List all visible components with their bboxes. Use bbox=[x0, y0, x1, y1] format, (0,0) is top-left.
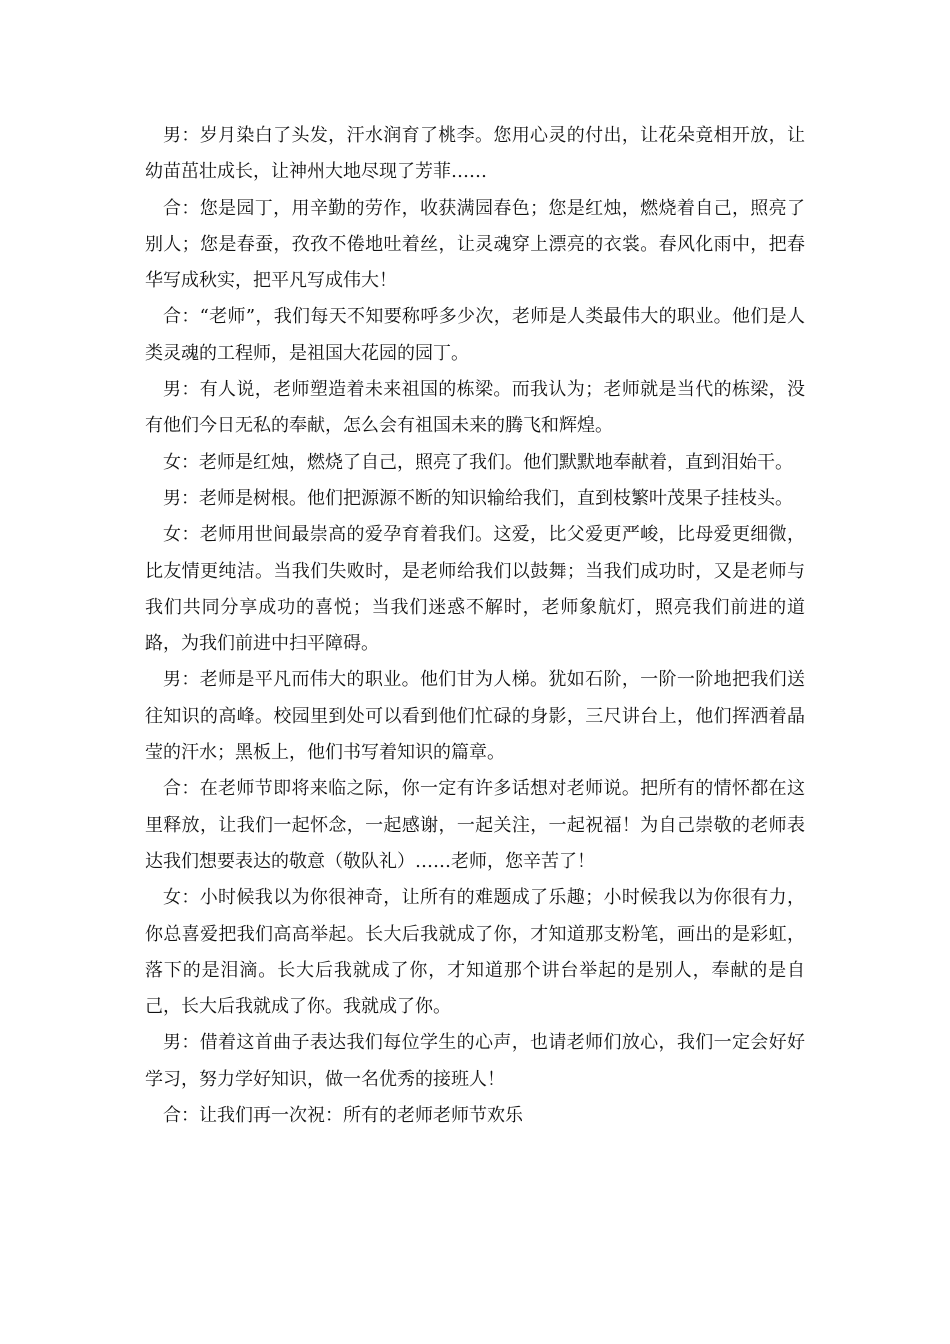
paragraph: 合：在老师节即将来临之际，你一定有许多话想对老师说。把所有的情怀都在这里释放，让我们一起怀念，一起感谢，一起关注，一起祝福！为自己崇敬的老师表达我们想要表达的敬意（敬队礼）……老师，您辛苦了！ bbox=[145, 778, 805, 872]
paragraph: 男：有人说，老师塑造着未来祖国的栋梁。而我认为；老师就是当代的栋梁，没有他们今日无私的奉献，怎么会有祖国未来的腾飞和辉煌。 bbox=[145, 379, 805, 437]
paragraph: 男：岁月染白了头发，汗水润育了桃李。您用心灵的付出，让花朵竟相开放，让幼苗茁壮成长，让神州大地尽现了芳菲…… bbox=[145, 125, 805, 183]
paragraph: 合：让我们再一次祝：所有的老师老师节欢乐 bbox=[163, 1105, 523, 1127]
paragraph: 男：借着这首曲子表达我们每位学生的心声，也请老师们放心，我们一定会好好学习，努力学好知识，做一名优秀的接班人！ bbox=[145, 1032, 805, 1090]
paragraph: 女：老师用世间最崇高的爱孕育着我们。这爱，比父爱更严峻，比母爱更细微，比友情更纯洁。当我们失败时，是老师给我们以鼓舞；当我们成功时，又是老师与我们共同分享成功的喜悦；当我们迷惑不解时，老师象航灯，照亮我们前进的道路，为我们前进中扫平障碍。 bbox=[145, 524, 805, 655]
paragraph: 合：“老师”，我们每天不知要称呼多少次，老师是人类最伟大的职业。他们是人类灵魂的工程师，是祖国大花园的园丁。 bbox=[145, 306, 805, 364]
document-body bbox=[145, 118, 805, 1134]
paragraph: 合：您是园丁，用辛勤的劳作，收获满园春色；您是红烛，燃烧着自己，照亮了别人；您是春蚕，孜孜不倦地吐着丝，让灵魂穿上漂亮的衣裳。春风化雨中，把春华写成秋实，把平凡写成伟大！ bbox=[145, 197, 805, 292]
paragraph: 男：老师是平凡而伟大的职业。他们甘为人梯。犹如石阶，一阶一阶地把我们送往知识的高峰。校园里到处可以看到他们忙碌的身影，三尺讲台上，他们挥洒着晶莹的汗水；黑板上，他们书写着知识的篇章。 bbox=[145, 669, 805, 764]
paragraph: 男：老师是树根。他们把源源不断的知识输给我们，直到枝繁叶茂果子挂枝头。 bbox=[163, 487, 793, 509]
paragraph: 女：老师是红烛，燃烧了自己，照亮了我们。他们默默地奉献着，直到泪始干。 bbox=[163, 451, 793, 473]
paragraph: 女：小时候我以为你很神奇，让所有的难题成了乐趣；小时候我以为你很有力，你总喜爱把我们高高举起。长大后我就成了你，才知道那支粉笔，画出的是彩虹，落下的是泪滴。长大后我就成了你，才知道那个讲台举起的是别人，奉献的是自己，长大后我就成了你。我就成了你。 bbox=[145, 887, 805, 1018]
